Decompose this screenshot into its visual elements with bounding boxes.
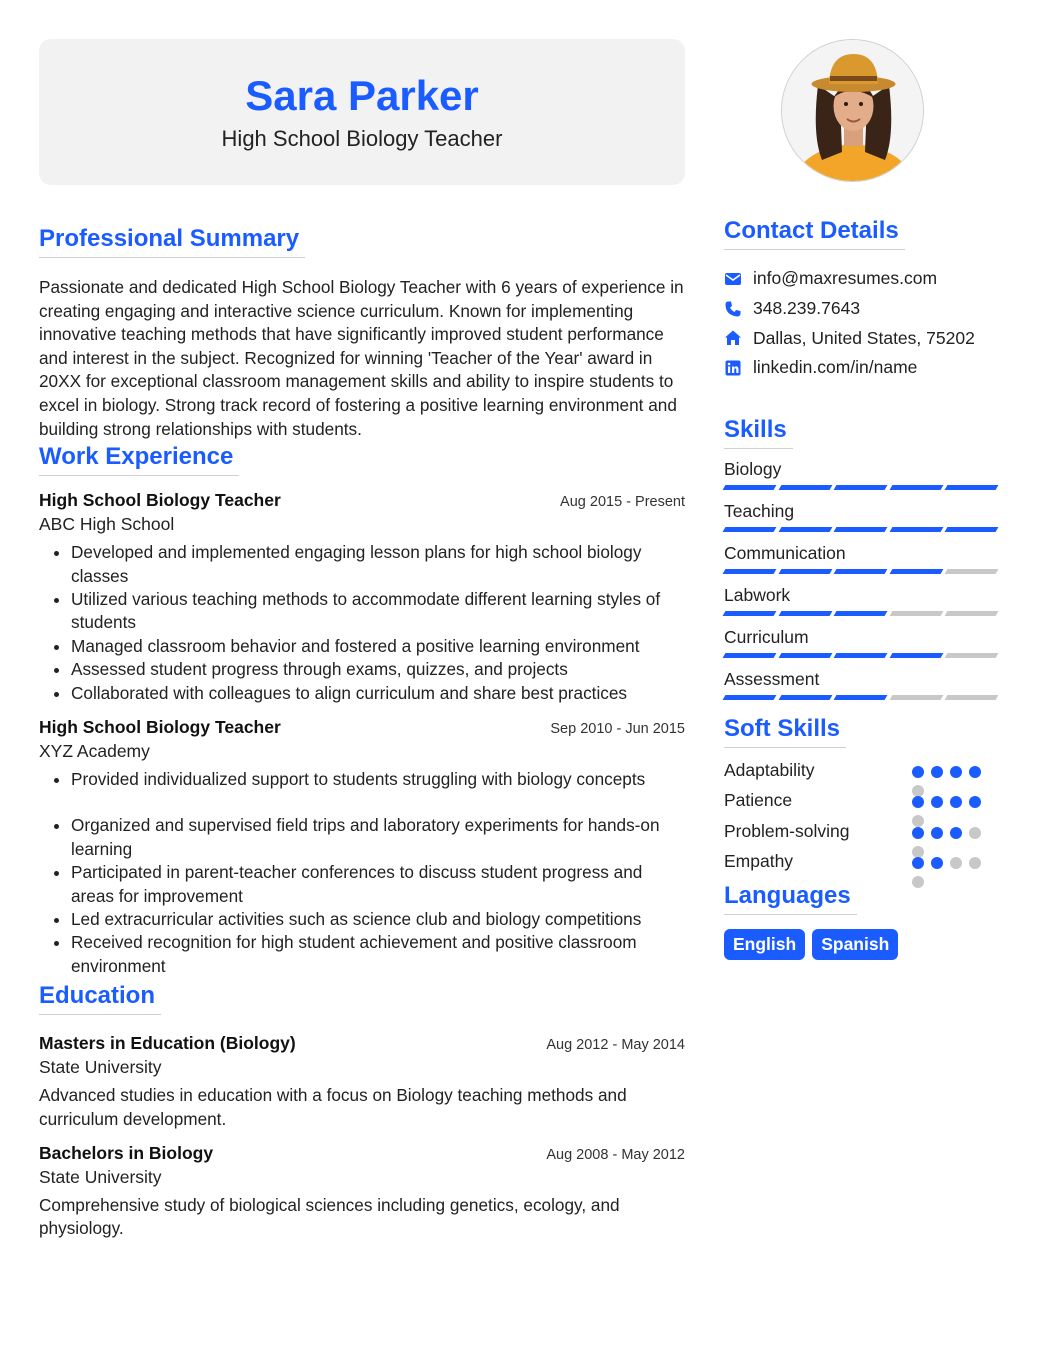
education-entry [39, 1143, 685, 1241]
job-date: Sep 2010 - Jun 2015 [550, 721, 685, 737]
education-date: Aug 2012 - May 2014 [546, 1037, 685, 1054]
soft-skills-section [724, 715, 1004, 882]
education-heading: Education [39, 982, 161, 1015]
header-card [39, 39, 685, 185]
job-org: ABC High School [39, 514, 175, 535]
soft-skills-heading: Soft Skills [724, 715, 846, 748]
rating-dot [931, 857, 943, 869]
education-degree: Bachelors in Biology [39, 1143, 214, 1164]
rating-dot [912, 827, 924, 839]
main-column [39, 39, 685, 1253]
skill-level-segment [723, 527, 776, 532]
email-text: info@maxresumes.com [753, 268, 938, 289]
job-bullet: • Provided individualized support to students struggling with biology concepts [71, 768, 685, 791]
skill-level-bar [724, 485, 1004, 501]
skill-level-segment [778, 695, 831, 700]
summary-text: Passionate and dedicated High School Biology Teacher with 6 years of experience in creating engaging and interactive science curriculum. Known for implementing innovative teaching methods that have significantly improved student performance and interest in the subject. Recognized for winning 'Teacher of the Year' award in 20XX for exceptional classroom management skills and ability to inspire students to excel in biology. Strong track record of fostering a positive learning environment and building strong relationships with students. [39, 277, 684, 439]
soft-skill-label: Adaptability [724, 759, 815, 780]
skill-level-segment [834, 485, 887, 490]
education-description: Advanced studies in education with a focus on Biology teaching methods and curriculum development. [39, 1085, 627, 1129]
skill-label: Assessment [724, 668, 820, 689]
job-entry [39, 490, 685, 705]
contact-heading: Contact Details [724, 217, 905, 250]
skill-level-bar [724, 653, 1004, 669]
skill-level-segment [889, 611, 942, 616]
skill-level-segment [778, 611, 831, 616]
rating-dot [912, 857, 924, 869]
education-school: State University [39, 1167, 162, 1188]
education-section [39, 982, 685, 1241]
education-entry [39, 1033, 685, 1131]
rating-dot [969, 857, 981, 869]
rating-dot [969, 827, 981, 839]
home-icon [724, 329, 742, 347]
skills-list [724, 459, 1004, 711]
skill-label: Labwork [724, 584, 791, 605]
job-role: High School Biology Teacher [39, 717, 281, 737]
rating-dot [931, 827, 943, 839]
language-badge: Spanish [812, 929, 898, 960]
skill-item [724, 627, 1004, 669]
skill-level-segment [945, 485, 998, 490]
rating-dot [912, 876, 924, 888]
skill-level-segment [778, 569, 831, 574]
skill-level-segment [723, 485, 776, 490]
sidebar-column [724, 39, 1004, 960]
rating-dot [969, 796, 981, 808]
phone-text: 348.239.7643 [753, 298, 861, 319]
job-entry [39, 717, 685, 978]
contact-linkedin[interactable] [724, 353, 1004, 383]
job-bullets [39, 768, 685, 978]
skill-level-segment [889, 527, 942, 532]
languages-heading: Languages [724, 882, 857, 915]
skills-section [724, 416, 1004, 711]
skill-level-segment [834, 569, 887, 574]
skills-heading: Skills [724, 416, 793, 449]
job-bullet: • Assessed student progress through exams, quizzes, and projects [71, 658, 685, 681]
rating-dot [950, 796, 962, 808]
soft-skill-item [724, 790, 1004, 821]
skill-level-segment [723, 695, 776, 700]
soft-skill-item [724, 760, 1004, 791]
contact-email[interactable] [724, 264, 1004, 294]
skill-level-segment [778, 653, 831, 658]
skill-level-segment [889, 653, 942, 658]
job-bullets [39, 541, 685, 705]
education-date: Aug 2008 - May 2012 [546, 1147, 685, 1164]
soft-skill-item [724, 851, 1004, 882]
rating-dot [969, 766, 981, 778]
job-bullet: • Developed and implemented engaging lesson plans for high school biology classes [71, 541, 685, 588]
candidate-title: High School Biology Teacher [221, 126, 503, 151]
language-badge: English [724, 929, 805, 960]
contact-phone[interactable] [724, 294, 1004, 324]
soft-skill-rating [912, 857, 982, 897]
skill-level-segment [889, 695, 942, 700]
skill-level-segment [945, 611, 998, 616]
job-bullet: • Led extracurricular activities such as science club and biology competitions [71, 908, 685, 931]
skill-item [724, 501, 1004, 543]
experience-section [39, 443, 685, 978]
location-text: Dallas, United States, 75202 [753, 327, 975, 348]
soft-skills-list [724, 760, 1004, 882]
job-role: High School Biology Teacher [39, 490, 281, 511]
education-school: State University [39, 1057, 162, 1078]
skill-level-segment [723, 569, 776, 574]
skill-level-segment [834, 611, 887, 616]
skill-level-segment [945, 695, 998, 700]
summary-section [39, 225, 685, 441]
soft-skill-item [724, 821, 1004, 852]
skill-level-segment [778, 527, 831, 532]
job-bullet: • Received recognition for high student achievement and positive classroom environment [71, 931, 685, 978]
education-description: Comprehensive study of biological sciences including genetics, ecology, and physiology. [39, 1195, 620, 1239]
skill-level-bar [724, 611, 1004, 627]
skill-level-segment [945, 527, 998, 532]
skill-level-segment [945, 569, 998, 574]
rating-dot [950, 766, 962, 778]
skill-level-segment [778, 485, 831, 490]
skill-level-segment [723, 611, 776, 616]
skill-level-segment [834, 653, 887, 658]
skill-item [724, 669, 1004, 711]
job-bullet: • Utilized various teaching methods to accommodate different learning styles of students [71, 588, 685, 635]
skill-level-segment [723, 653, 776, 658]
education-degree: Masters in Education (Biology) [39, 1033, 296, 1054]
rating-dot [912, 766, 924, 778]
job-bullet: • Organized and supervised field trips and laboratory experiments for hands-on learning [71, 814, 685, 861]
skill-label: Communication [724, 542, 846, 563]
skill-level-segment [889, 569, 942, 574]
soft-skill-label: Problem-solving [724, 820, 850, 841]
job-bullet: • Managed classroom behavior and fostered a positive learning environment [71, 635, 685, 658]
avatar-illustration [782, 40, 924, 182]
job-org: XYZ Academy [39, 741, 150, 761]
skill-item [724, 543, 1004, 585]
rating-dot [931, 766, 943, 778]
skill-label: Curriculum [724, 626, 809, 647]
skill-level-segment [834, 695, 887, 700]
rating-dot [912, 796, 924, 808]
linkedin-icon [724, 359, 742, 377]
rating-dot [931, 796, 943, 808]
skill-level-segment [889, 485, 942, 490]
candidate-name: Sara Parker [245, 72, 479, 119]
envelope-icon [724, 270, 742, 288]
linkedin-text: linkedin.com/in/name [753, 357, 918, 378]
skill-item [724, 585, 1004, 627]
skill-label: Biology [724, 458, 782, 479]
skill-level-bar [724, 569, 1004, 585]
rating-dot [950, 827, 962, 839]
soft-skill-label: Empathy [724, 851, 794, 872]
skill-item [724, 459, 1004, 501]
skill-level-bar [724, 695, 1004, 711]
languages-list [724, 929, 1004, 960]
summary-heading: Professional Summary [39, 225, 305, 258]
skill-level-segment [834, 527, 887, 532]
skill-level-bar [724, 527, 1004, 543]
job-bullet: • Collaborated with colleagues to align curriculum and share best practices [71, 682, 685, 705]
skill-label: Teaching [724, 500, 795, 521]
contact-location [724, 323, 1004, 353]
job-bullet: • Participated in parent-teacher conferences to discuss student progress and areas for improvement [71, 861, 685, 908]
job-date: Aug 2015 - Present [560, 494, 685, 511]
contact-section [724, 217, 1004, 383]
skill-level-segment [945, 653, 998, 658]
profile-photo [781, 39, 924, 182]
soft-skill-label: Patience [724, 790, 793, 811]
rating-dot [950, 857, 962, 869]
experience-heading: Work Experience [39, 443, 239, 476]
phone-icon [724, 300, 742, 318]
